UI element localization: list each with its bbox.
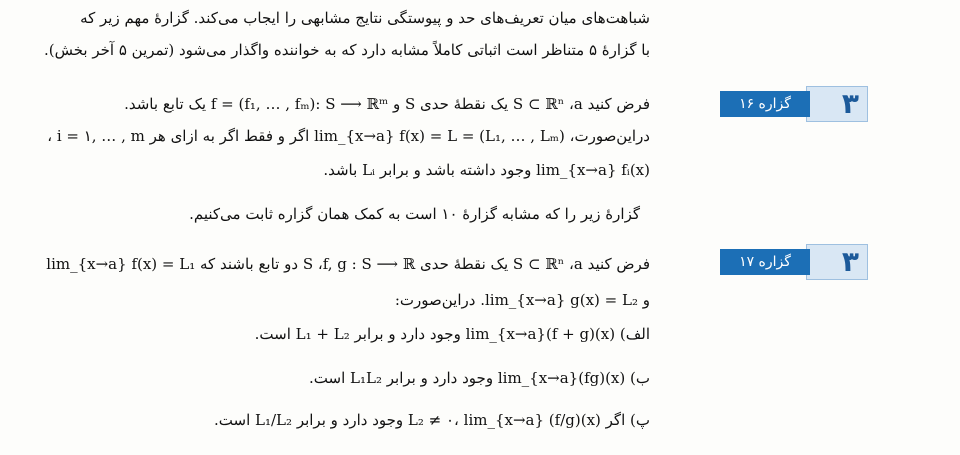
prop17-item-c: پ) اگر L₂ ≠ ۰، lim_{x→a} (f/g)(x) وجود دارد و برابر L₁/L₂ است. (214, 411, 650, 429)
prop17-line-2: و lim_{x→a} g(x) = L₂. دراین‌صورت: (394, 291, 650, 309)
prop17-item-b: ب) lim_{x→a}(fg)(x) وجود دارد و برابر L₁L₂ است. (309, 369, 650, 387)
prop16-line-1: فرض کنید S ⊂ ℝⁿ ،a یک نقطهٔ حدی S و f = (f₁, … , fₘ): S ⟶ ℝᵐ یک تابع باشد. (124, 95, 650, 113)
bridge-sentence: گزارهٔ زیر را که مشابه گزارهٔ ۱۰ است به کمک همان گزاره ثابت می‌کنیم. (189, 205, 640, 223)
prop17-item-a: الف) lim_{x→a}(f + g)(x) وجود دارد و برابر L₁ + L₂ است. (254, 325, 650, 343)
intro-line-1: شباهت‌های میان تعریف‌های حد و پیوستگی نتایج مشابهی را ایجاب می‌کند. گزارهٔ مهم زیر که (80, 9, 650, 27)
prop16-tab (806, 86, 868, 122)
prop17-line-1: فرض کنید S ⊂ ℝⁿ ،a یک نقطهٔ حدی S ،f, g : S ⟶ ℝ دو تابع باشند که lim_{x→a} f(x) = L₁ (46, 255, 650, 273)
prop16-label: گزاره ۱۶ (720, 91, 810, 117)
intro-line-2: با گزارهٔ ۵ متناظر است اثباتی کاملاً مشابه دارد که به خواننده واگذار می‌شود (تمرین ۵ آخر بخش). (43, 41, 650, 59)
prop16-line-3: lim_{x→a} fᵢ(x) وجود داشته باشد و برابر Lᵢ باشد. (323, 161, 650, 179)
prop17-label: گزاره ۱۷ (720, 249, 810, 275)
prop17-tab (806, 244, 868, 280)
prop17-number: ۳ (841, 245, 859, 278)
prop16-number: ۳ (841, 87, 859, 120)
prop16-line-2: دراین‌صورت، lim_{x→a} f(x) = L = (L₁, … , Lₘ) اگر و فقط اگر به ازای هر i = ۱, … , m ، (47, 127, 650, 145)
